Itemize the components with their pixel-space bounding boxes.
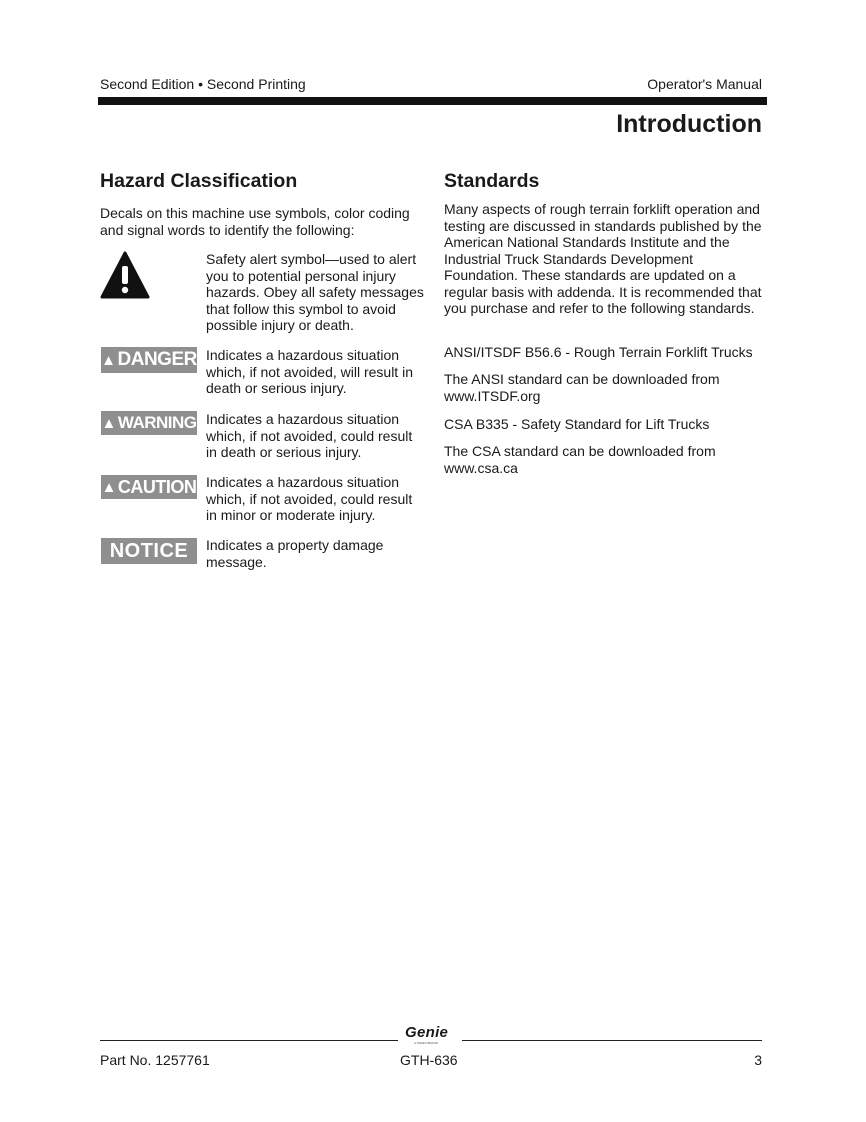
danger-label	[101, 347, 197, 373]
footer-page-number: 3	[754, 1052, 762, 1068]
header-manual-title: Operator's Manual	[647, 76, 762, 92]
footer-model: GTH-636	[400, 1052, 458, 1068]
warning-triangle-icon: ▲	[101, 414, 116, 432]
standards-intro: Many aspects of rough terrain forklift operation and testing are discussed in standards published by the American National Standards Institute and the Industrial Truck Standards Development Foundation. These standards are updated on a regular basis with addenda. It is recommended that you purchase and refer to the following standards.	[444, 201, 762, 316]
genie-logo-tagline: A TEREX BRAND	[414, 1041, 438, 1045]
header-edition: Second Edition • Second Printing	[100, 76, 306, 92]
warning-label-text: WARNING	[117, 413, 197, 432]
page-title: Introduction	[616, 110, 762, 138]
warning-triangle-icon: ▲	[101, 351, 116, 369]
hazard-section-title: Hazard Classification	[100, 170, 298, 192]
csa-download-note: The CSA standard can be downloaded from www.csa.ca	[444, 443, 716, 476]
warning-label	[101, 411, 197, 435]
warning-description: Indicates a hazardous situation which, if not avoided, could result in death or serious injury.	[206, 411, 413, 460]
caution-label	[101, 475, 197, 499]
ansi-standard: ANSI/ITSDF B56.6 - Rough Terrain Forklift Trucks	[444, 344, 753, 360]
notice-label	[101, 538, 197, 564]
caution-label-text: CAUTION	[117, 476, 197, 497]
warning-triangle-icon: ▲	[101, 478, 116, 496]
notice-label-text: NOTICE	[109, 539, 189, 562]
caution-description: Indicates a hazardous situation which, if not avoided, could result in minor or moderate injury.	[206, 474, 413, 523]
standards-section-title: Standards	[444, 170, 540, 192]
safety-alert-icon	[100, 250, 150, 300]
danger-description: Indicates a hazardous situation which, if not avoided, will result in death or serious injury.	[206, 347, 413, 396]
footer-rule-left	[100, 1040, 398, 1041]
header-rule	[98, 97, 767, 105]
hazard-intro: Decals on this machine use symbols, color coding and signal words to identify the following:	[100, 205, 410, 238]
danger-label-text: DANGER	[117, 349, 197, 370]
notice-description: Indicates a property damage message.	[206, 537, 384, 570]
genie-logo: Genie	[405, 1024, 449, 1041]
safety-alert-description: Safety alert symbol—used to alert you to potential personal injury hazards. Obey all safety messages that follow this symbol to avoid possible injury or death.	[206, 251, 424, 333]
csa-standard: CSA B335 - Safety Standard for Lift Trucks	[444, 416, 710, 432]
footer-part-number: Part No. 1257761	[100, 1052, 210, 1068]
footer-rule-right	[462, 1040, 762, 1041]
ansi-download-note: The ANSI standard can be downloaded from www.ITSDF.org	[444, 371, 720, 404]
